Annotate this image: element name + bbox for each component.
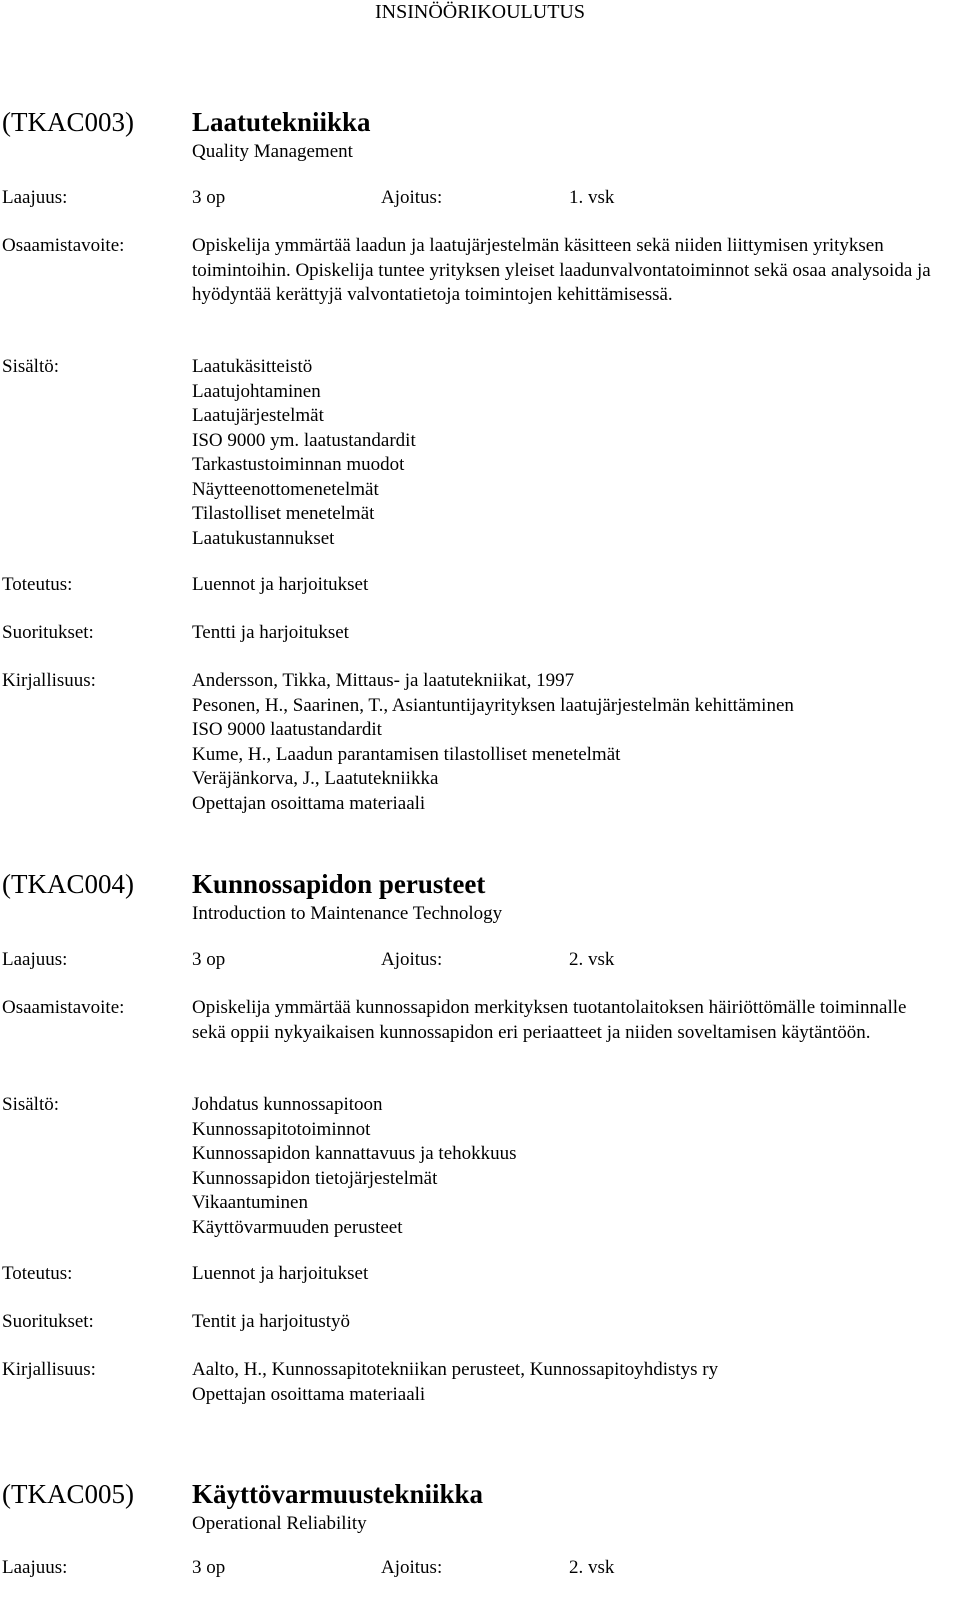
ajoitus-value: 1. vsk	[569, 187, 615, 208]
laajuus-label: Laajuus:	[2, 949, 68, 970]
sisalto-item: Laatukäsitteistö	[192, 356, 313, 377]
ajoitus-value: 2. vsk	[569, 1557, 615, 1578]
laajuus-value: 3 op	[192, 1557, 226, 1578]
kirjallisuus-item: Opettajan osoittama materiaali	[192, 1383, 426, 1405]
course-title: Käyttövarmuustekniikka	[192, 1479, 484, 1509]
course-code: (TKAC004)	[2, 869, 134, 899]
kirjallisuus-item: Pesonen, H., Saarinen, T., Asiantuntijayrityksen laatujärjestelmän kehittäminen	[192, 694, 794, 716]
osaamistavoite-text: Opiskelija ymmärtää laadun ja laatujärjestelmän käsitteen sekä niiden liittymisen yrityksen toimintoihin. Opiskelija tuntee yrityksen yleiset laadunvalvontatoiminnot sekä osaa analysoida ja hyödyntää kerättyjä valvontatietoja toimintojen kehittämisessä.	[192, 235, 931, 305]
kirjallisuus-item: Kume, H., Laadun parantamisen tilastolliset menetelmät	[192, 743, 621, 765]
course-title: Kunnossapidon perusteet	[192, 869, 486, 899]
toteutus-value: Luennot ja harjoitukset	[192, 574, 369, 595]
sisalto-item: Käyttövarmuuden perusteet	[192, 1216, 403, 1238]
suoritukset-label: Suoritukset:	[2, 1311, 94, 1332]
course-title: Laatutekniikka	[192, 107, 371, 137]
ajoitus-label: Ajoitus:	[381, 949, 443, 970]
suoritukset-value: Tentti ja harjoitukset	[192, 622, 349, 643]
sisalto-item: Laatujärjestelmät	[192, 405, 324, 426]
sisalto-item: Näytteenottomenetelmät	[192, 478, 379, 500]
osaamistavoite-text: Opiskelija ymmärtää kunnossapidon merkityksen tuotantolaitoksen häiriöttömälle toiminnalle sekä oppii nykyaikaisen kunnossapidon eri periaatteet ja niiden soveltamisen käytäntöön.	[192, 997, 907, 1043]
laajuus-value: 3 op	[192, 949, 226, 970]
kirjallisuus-list	[192, 669, 942, 816]
osaamistavoite-label: Osaamistavoite:	[2, 997, 125, 1018]
course-code: (TKAC005)	[2, 1479, 134, 1509]
kirjallisuus-label: Kirjallisuus:	[2, 1359, 96, 1380]
sisalto-item: Johdatus kunnossapitoon	[192, 1094, 383, 1115]
ajoitus-label: Ajoitus:	[381, 1557, 443, 1578]
course-code: (TKAC003)	[2, 107, 134, 137]
kirjallisuus-item: Aalto, H., Kunnossapitotekniikan perusteet, Kunnossapitoyhdistys ry	[192, 1359, 719, 1380]
sisalto-item: Laatukustannukset	[192, 527, 335, 549]
ajoitus-label: Ajoitus:	[381, 187, 443, 208]
page-header: INSINÖÖRIKOULUTUS	[375, 1, 585, 23]
course-subtitle: Introduction to Maintenance Technology	[192, 903, 503, 924]
laajuus-label: Laajuus:	[2, 1557, 68, 1578]
sisalto-item: Kunnossapitotoiminnot	[192, 1118, 371, 1140]
course-subtitle: Operational Reliability	[192, 1513, 367, 1534]
sisalto-label: Sisältö:	[2, 356, 60, 377]
kirjallisuus-item: Andersson, Tikka, Mittaus- ja laatutekniikat, 1997	[192, 670, 575, 691]
kirjallisuus-label: Kirjallisuus:	[2, 670, 96, 691]
kirjallisuus-item: Veräjänkorva, J., Laatutekniikka	[192, 768, 439, 789]
suoritukset-value: Tentit ja harjoitustyö	[192, 1311, 351, 1332]
ajoitus-value: 2. vsk	[569, 949, 615, 970]
course-subtitle: Quality Management	[192, 141, 353, 162]
laajuus-value: 3 op	[192, 187, 226, 208]
sisalto-item: Vikaantuminen	[192, 1192, 308, 1213]
sisalto-item: Tilastolliset menetelmät	[192, 503, 375, 524]
kirjallisuus-list	[192, 1358, 942, 1407]
sisalto-list	[192, 1093, 942, 1240]
osaamistavoite-label: Osaamistavoite:	[2, 235, 125, 256]
toteutus-value: Luennot ja harjoitukset	[192, 1263, 369, 1284]
sisalto-item: Tarkastustoiminnan muodot	[192, 454, 405, 475]
toteutus-label: Toteutus:	[2, 574, 73, 595]
sisalto-list	[192, 355, 942, 551]
sisalto-item: Kunnossapidon tietojärjestelmät	[192, 1167, 438, 1189]
sisalto-item: Kunnossapidon kannattavuus ja tehokkuus	[192, 1143, 517, 1164]
laajuus-label: Laajuus:	[2, 187, 68, 208]
suoritukset-label: Suoritukset:	[2, 622, 94, 643]
kirjallisuus-item: ISO 9000 laatustandardit	[192, 719, 382, 740]
sisalto-item: Laatujohtaminen	[192, 380, 321, 402]
sisalto-item: ISO 9000 ym. laatustandardit	[192, 429, 416, 451]
kirjallisuus-item: Opettajan osoittama materiaali	[192, 792, 426, 814]
toteutus-label: Toteutus:	[2, 1263, 73, 1284]
sisalto-label: Sisältö:	[2, 1094, 60, 1115]
